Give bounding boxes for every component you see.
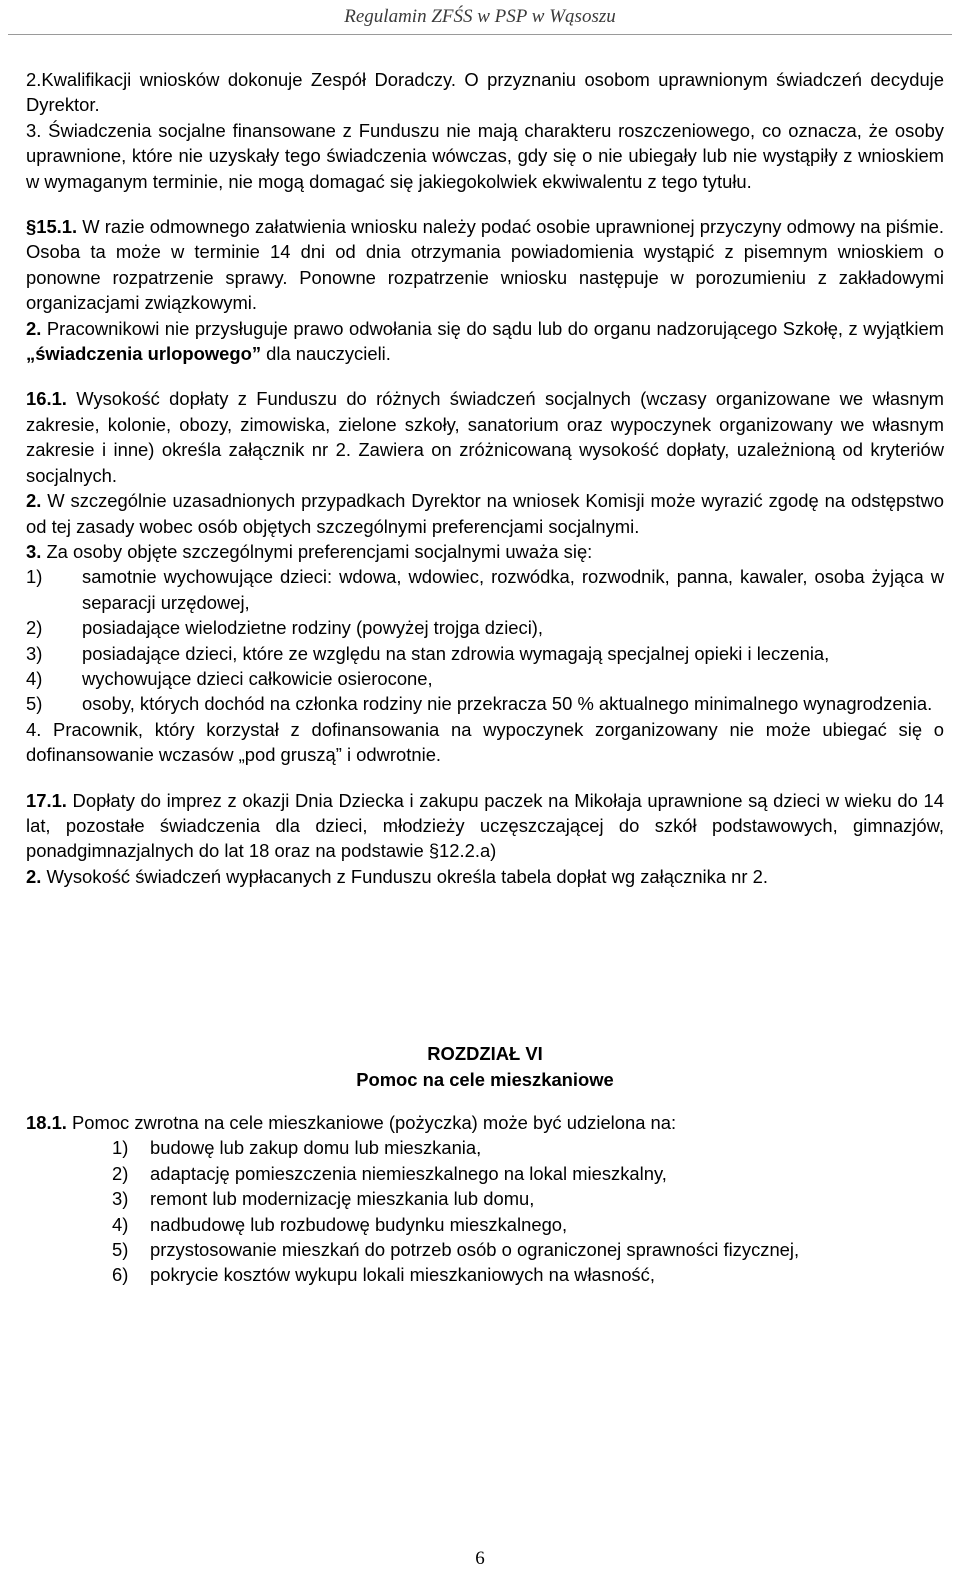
sec15-number-2: 2.	[26, 317, 42, 339]
sec18-number: 18.1.	[26, 1112, 67, 1133]
list-item: 3) posiadające dzieci, które ze względu na stan zdrowia wymagają specjalnej opieki i leczenia,	[26, 642, 830, 664]
sec15-paragraph-2	[26, 316, 944, 367]
sec16-paragraph-1	[26, 386, 944, 488]
sec15-text-2c: dla nauczycieli.	[261, 343, 391, 365]
sec16-text-2: W szczególnie uzasadnionych przypadkach Dyrektor na wniosek Komisji może wyrazić zgodę na odstępstwo od tej zasady wobec osób objętych szczególnymi preferencjami socjalnymi.	[26, 490, 944, 537]
page-number: 6	[475, 1548, 485, 1569]
chapter-subtitle: Pomoc na cele mieszkaniowe	[356, 1068, 614, 1090]
sec17-text-1: Dopłaty do imprez z okazji Dnia Dziecka i zakupu paczek na Mikołaja uprawnione są dzieci w wieku do 14 lat, pozostałe świadczenia dla dzieci, młodzieży uczęszczającej do szkół podstawowych, gimnazjów, ponadgimnazjalnych do lat 18 oraz na podstawie §12.2.a)	[26, 789, 944, 862]
header-rule	[8, 34, 952, 35]
sec15-text-2b: „świadczenia urlopowego”	[26, 343, 262, 365]
sec15-text-2a: Pracownikowi nie przysługuje prawo odwołania się do sądu lub do organu nadzorującego Szkołę, z wyjątkiem	[41, 317, 944, 339]
list-item: 1) samotnie wychowujące dzieci: wdowa, wdowiec, rozwódka, rozwodnik, panna, kawaler, osoba żyjąca w separacji urzędowej,	[26, 566, 944, 613]
list-item: 2) posiadające wielodzietne rodziny (powyżej trojga dzieci),	[26, 617, 544, 639]
sec15-text-1: W razie odmownego załatwienia wniosku należy podać osobie uprawnionej przyczyny odmowy na piśmie. Osoba ta może w terminie 14 dni od dnia otrzymania powiadomienia wystąpić z pisemnym wnioskiem o ponowne rozpatrzenie sprawy. Ponowne rozpatrzenie wniosku następuje w porozumieniu z zakładowymi organizacjami związkowymi.	[26, 216, 944, 314]
sec17-number: 17.1.	[26, 789, 67, 811]
sec15-paragraph-1	[26, 214, 944, 316]
sec16-paragraph-4: 4. Pracownik, który korzystał z dofinansowania na wypoczynek zorganizowany nie może ubiegać się o dofinansowanie wczasów „pod gruszą” i odwrotnie.	[26, 718, 944, 766]
sec16-number-2: 2.	[26, 490, 42, 512]
list-item: 2) adaptację pomieszczenia niemieszkalnego na lokal mieszkalny,	[112, 1162, 667, 1184]
document-body	[26, 67, 944, 1288]
chapter-title: ROZDZIAŁ VI	[427, 1043, 543, 1065]
sec18-paragraph-1	[26, 1110, 944, 1135]
list-item: 5) przystosowanie mieszkań do potrzeb osób o ograniczonej sprawności fizycznej,	[112, 1239, 800, 1261]
running-header: Regulamin ZFŚS w PSP w Wąsoszu	[344, 6, 616, 27]
sec14-paragraph-2: 2.Kwalifikacji wniosków dokonuje Zespół Doradczy. O przyznaniu osobom uprawnionym świadczeń decyduje Dyrektor.	[26, 69, 944, 116]
list-item: 3) remont lub modernizację mieszkania lub domu,	[112, 1188, 535, 1210]
list-item: 4) wychowujące dzieci całkowicie osierocone,	[26, 667, 433, 689]
sec16-number: 16.1.	[26, 388, 67, 410]
sec18-text-1: Pomoc zwrotna na cele mieszkaniowe (pożyczka) może być udzielona na:	[66, 1112, 677, 1133]
list-item: 4) nadbudowę lub rozbudowę budynku mieszkalnego,	[112, 1213, 568, 1235]
sec15-number: §15.1.	[26, 216, 78, 238]
sec16-paragraph-3	[26, 539, 944, 564]
sec16-number-3: 3.	[26, 540, 42, 562]
sec16-text-3: Za osoby objęte szczególnymi preferencjami socjalnymi uważa się:	[41, 540, 593, 562]
sec17-paragraph-1	[26, 788, 944, 864]
sec14-paragraph-3: 3. Świadczenia socjalne finansowane z Funduszu nie mają charakteru roszczeniowego, co oznacza, że osoby uprawnione, które nie uzyskały tego świadczenia wówczas, gdy się o nie ubiegały lub nie wystąpiły z wnioskiem w wymaganym terminie, nie mogą domagać się jakiegokolwiek ekwiwalentu z tego tytułu.	[26, 119, 944, 192]
list-item: 6) pokrycie kosztów wykupu lokali mieszkaniowych na własność,	[112, 1264, 655, 1286]
sec16-text-1: Wysokość dopłaty z Funduszu do różnych świadczeń socjalnych (wczasy organizowane we własnym zakresie, kolonie, obozy, zimowiska, zielone szkoły, sanatorium oraz wypoczynek organizowany we własnym zakresie i inne) określa załącznik nr 2. Zawiera on zróżnicowaną wysokość dopłaty, uzależnioną od kryteriów socjalnych.	[26, 388, 944, 486]
preference-list	[26, 564, 944, 716]
sec17-text-2: Wysokość świadczeń wypłacanych z Funduszu określa tabela dopłat wg załącznika nr 2.	[41, 865, 768, 887]
list-item: 5) osoby, których dochód na członka rodziny nie przekracza 50 % aktualnego minimalnego wynagrodzenia.	[26, 693, 933, 715]
sec16-paragraph-2	[26, 488, 944, 539]
list-item: 1) budowę lub zakup domu lub mieszkania,	[112, 1137, 482, 1159]
sec17-paragraph-2	[26, 864, 944, 889]
sec17-number-2: 2.	[26, 865, 42, 887]
housing-purpose-list	[26, 1135, 944, 1287]
